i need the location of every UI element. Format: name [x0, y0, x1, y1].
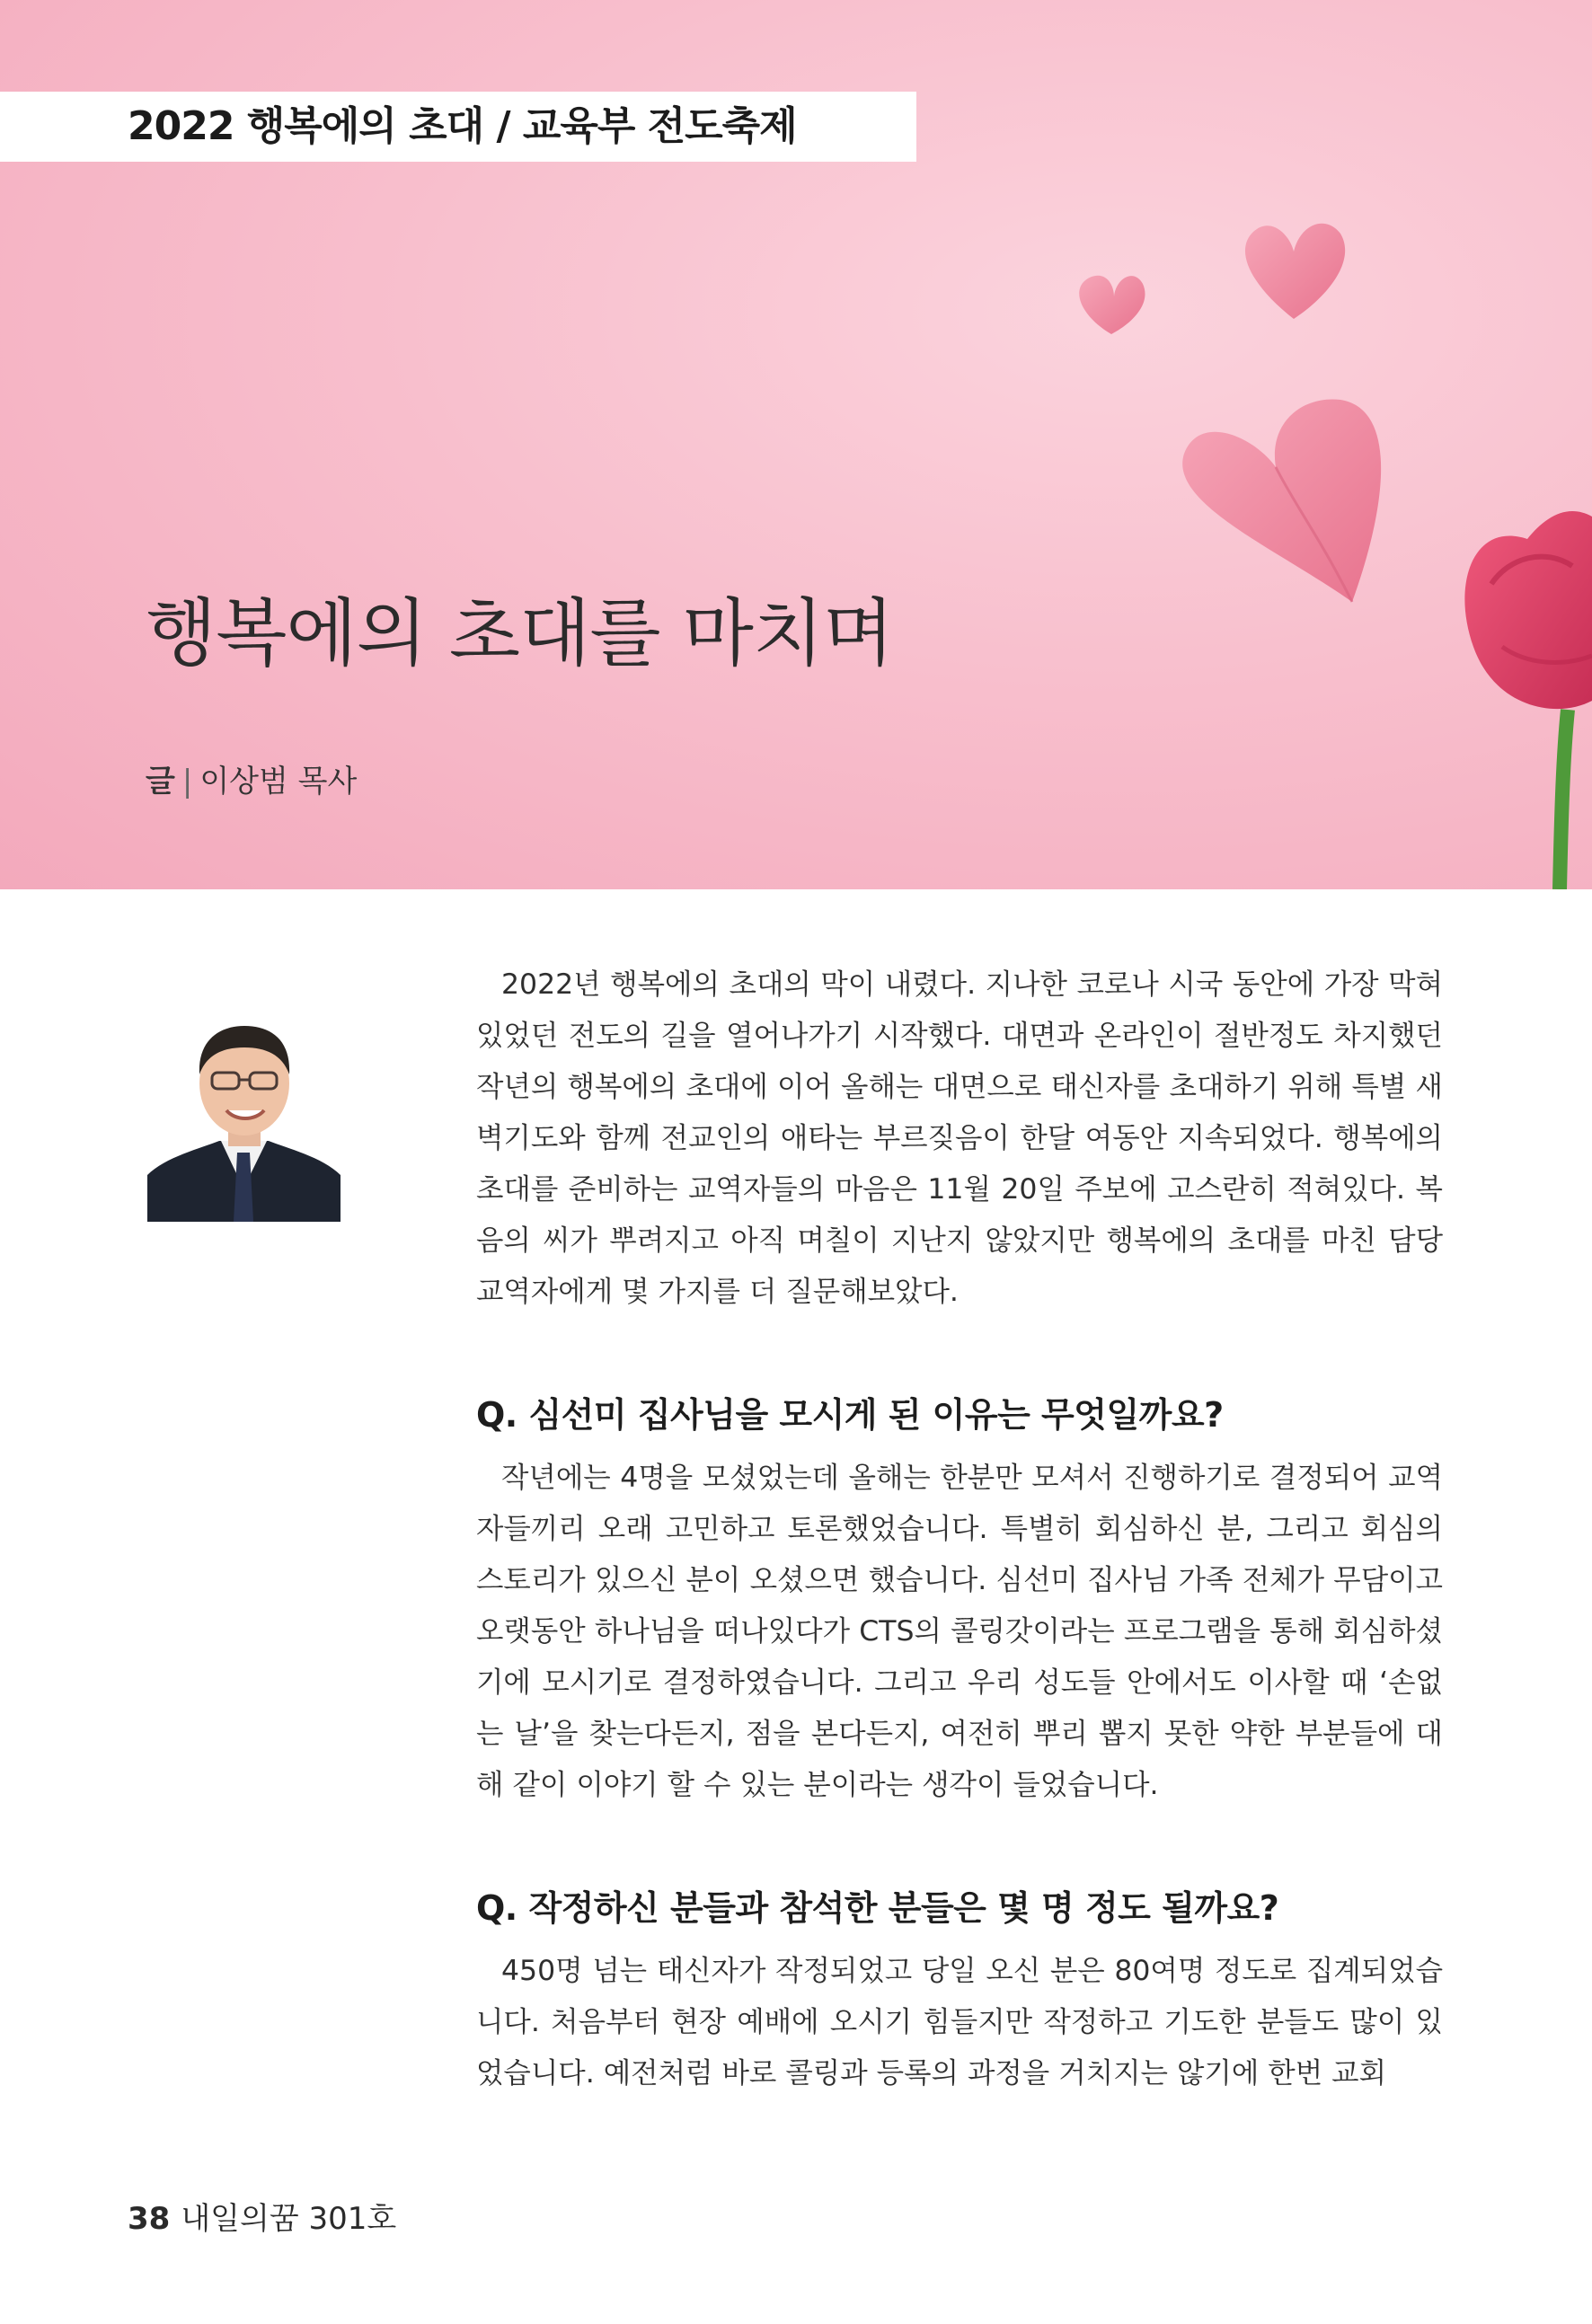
page-number: 38 — [128, 2201, 171, 2237]
byline-separator: | — [181, 764, 193, 800]
article-body — [476, 959, 1443, 2099]
question-heading: Q. 작정하신 분들과 참석한 분들은 몇 명 정도 될까요? — [476, 1888, 1279, 1928]
author-photo — [147, 1004, 341, 1222]
byline-label: 글 — [146, 764, 175, 800]
intro-paragraph: 2022년 행복에의 초대의 막이 내렸다. 지나한 코로나 시국 동안에 가장 막혀 있었던 전도의 길을 열어나가기 시작했다. 대면과 온라인이 절반정도 차지했던 작년의 행복에의 초대에 이어 올해는 대면으로 태신자를 초대하기 위해 특별 새벽기도와 함께 전교인의 애타는 부르짖음이 한달 여동안 지속되었다. 행복에의 초대를 준비하는 교역자들의 마음은 11월 20일 주보에 고스란히 적혀있다. 복음의 씨가 뿌려지고 아직 며칠이 지난지 않았지만 행복에의 초대를 마친 담당 교역자에게 몇 가지를 더 질문해보았다. — [476, 968, 1443, 1308]
heart-icon — [1245, 224, 1345, 319]
answer-paragraph: 450명 넘는 태신자가 작정되었고 당일 오신 분은 80여명 정도로 집계되었습니다. 처음부터 현장 예배에 오시기 힘들지만 작정하고 기도한 분들도 많이 있었습니다. 예전처럼 바로 콜링과 등록의 과정을 거치지는 않기에 한번 교회 — [476, 1955, 1443, 2090]
answer-paragraph: 작년에는 4명을 모셨었는데 올해는 한분만 모셔서 진행하기로 결정되어 교역자들끼리 오래 고민하고 토론했었습니다. 특별히 회심하신 분, 그리고 회심의 스토리가 있으신 분이 오셨으면 했습니다. 심선미 집사님 가족 전체가 무담이고 오랫동안 하나님을 떠나있다가 CTS의 콜링갓이라는 프로그램을 통해 회심하셨기에 모시기로 결정하였습니다. 그리고 우리 성도들 안에서도 이사할 때 ‘손없는 날’을 찾는다든지, 점을 본다든지, 여전히 뿌리 뽑지 못한 약한 부분들에 대해 같이 이야기 할 수 있는 분이라는 생각이 들었습니다. — [476, 1462, 1443, 1801]
heart-icon — [1079, 276, 1145, 334]
author-name: 이상범 목사 — [199, 764, 358, 800]
hero-banner — [0, 0, 1592, 889]
heart-icon — [1182, 399, 1381, 602]
page-footer — [128, 2194, 396, 2238]
rose-icon — [1464, 511, 1592, 889]
person-icon — [147, 1004, 341, 1222]
question-heading: Q. 심선미 집사님을 모시게 된 이유는 무엇일까요? — [476, 1395, 1224, 1435]
publication-name: 내일의꿈 301호 — [181, 2201, 397, 2237]
byline — [146, 756, 357, 800]
article-title: 행복에의 초대를 마치며 — [146, 591, 894, 676]
section-title: 2022 행복에의 초대 / 교육부 전도축제 — [128, 103, 797, 149]
